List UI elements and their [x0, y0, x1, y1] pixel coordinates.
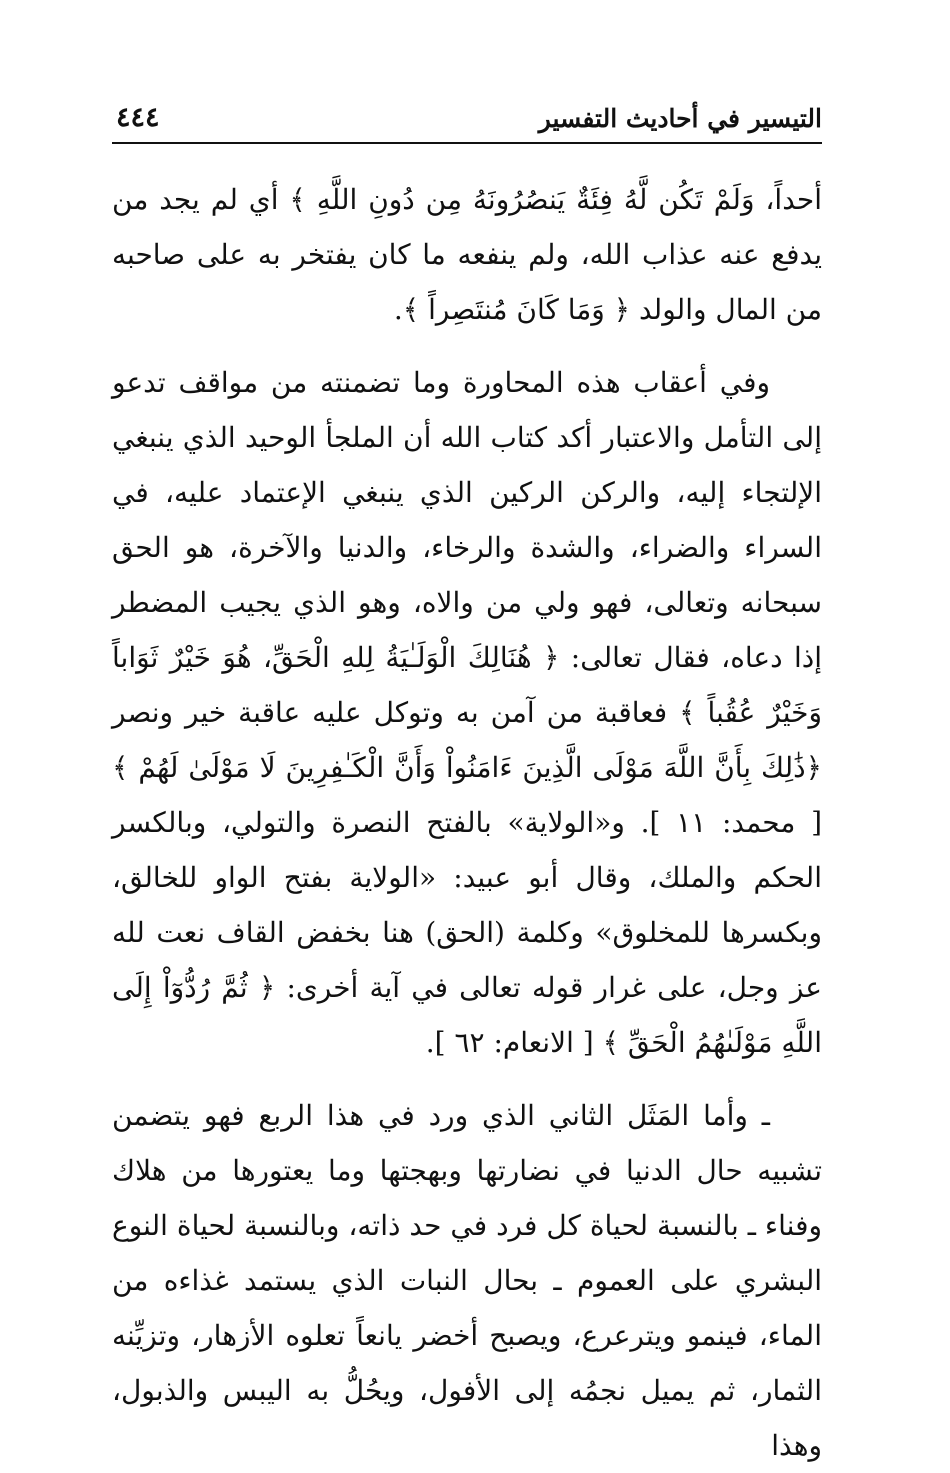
paragraph-second-parable: ـ وأما المَثَل الثاني الذي ورد في هذا الربع فهو يتضمن تشبيه حال الدنيا في نضارتها وبهجتها وما يعتورها من هلاك وفناء ـ بالنسبة لحياة كل فرد في حد ذاته، وبالنسبة لحياة النوع البشري على العموم ـ بحال النبات الذي يستمد غذاءه من الماء، فينمو ويترعرع، ويصبح أخضر يانعاً تعلوه الأزهار، وتزيِّنه الثمار، ثم يميل نجمُه إلى الأفول، ويحُلُّ به اليبس والذبول، وهذا	[112, 1099, 822, 1462]
body-text	[112, 172, 822, 1473]
page-number: ٤٤٤	[116, 102, 160, 133]
page-header	[112, 100, 822, 144]
running-title: التيسير في أحاديث التفسير	[538, 104, 822, 133]
paragraph-continuation: أحداً، وَلَمْ تَكُن لَّهُ فِئَةٌ يَنصُرُونَهُ مِن دُونِ اللَّهِ ﴾ أي لم يجد من يدفع عنه عذاب الله، ولم ينفعه ما كان يفتخر به على صاحبه من المال والولد ﴿ وَمَا كَانَ مُنتَصِراً ﴾.	[112, 183, 822, 326]
paragraph-guardianship: وفي أعقاب هذه المحاورة وما تضمنته من مواقف تدعو إلى التأمل والاعتبار أكد كتاب الله أن الملجأ الوحيد الذي ينبغي الإلتجاء إليه، والركن الركين الذي ينبغي الإعتماد عليه، في السراء والضراء، والشدة والرخاء، والدنيا والآخرة، هو الحق سبحانه وتعالى، فهو ولي من والاه، وهو الذي يجيب المضطر إذا دعاه، فقال تعالى: ﴿ هُنَالِكَ الْوَلَـٰيَةُ لِلهِ الْحَقِّ، هُوَ خَيْرٌ ثَوَاباً وَخَيْرٌ عُقُباً ﴾ فعاقبة من آمن به وتوكل عليه عاقبة خير ونصر ﴿ذَٰلِكَ بِأَنَّ اللَّهَ مَوْلَى الَّذِينَ ءَامَنُواْ وَأَنَّ الْكَـٰفِرِينَ لَا مَوْلَىٰ لَهُمْ ﴾ [ محمد: ١١ ]. و«الولاية» بالفتح النصرة والتولي، وبالكسر الحكم والملك، وقال أبو عبيد: «الولاية بفتح الواو للخالق، وبكسرها للمخلوق» وكلمة (الحق) هنا بخفض القاف نعت لله عز وجل، على غرار قوله تعالى في آية أخرى: ﴿ ثُمَّ رُدُّوٓاْ إِلَى اللَّهِ مَوْلَىٰهُمُ الْحَقِّ ﴾ [ الانعام: ٦٢ ].	[112, 366, 822, 1059]
